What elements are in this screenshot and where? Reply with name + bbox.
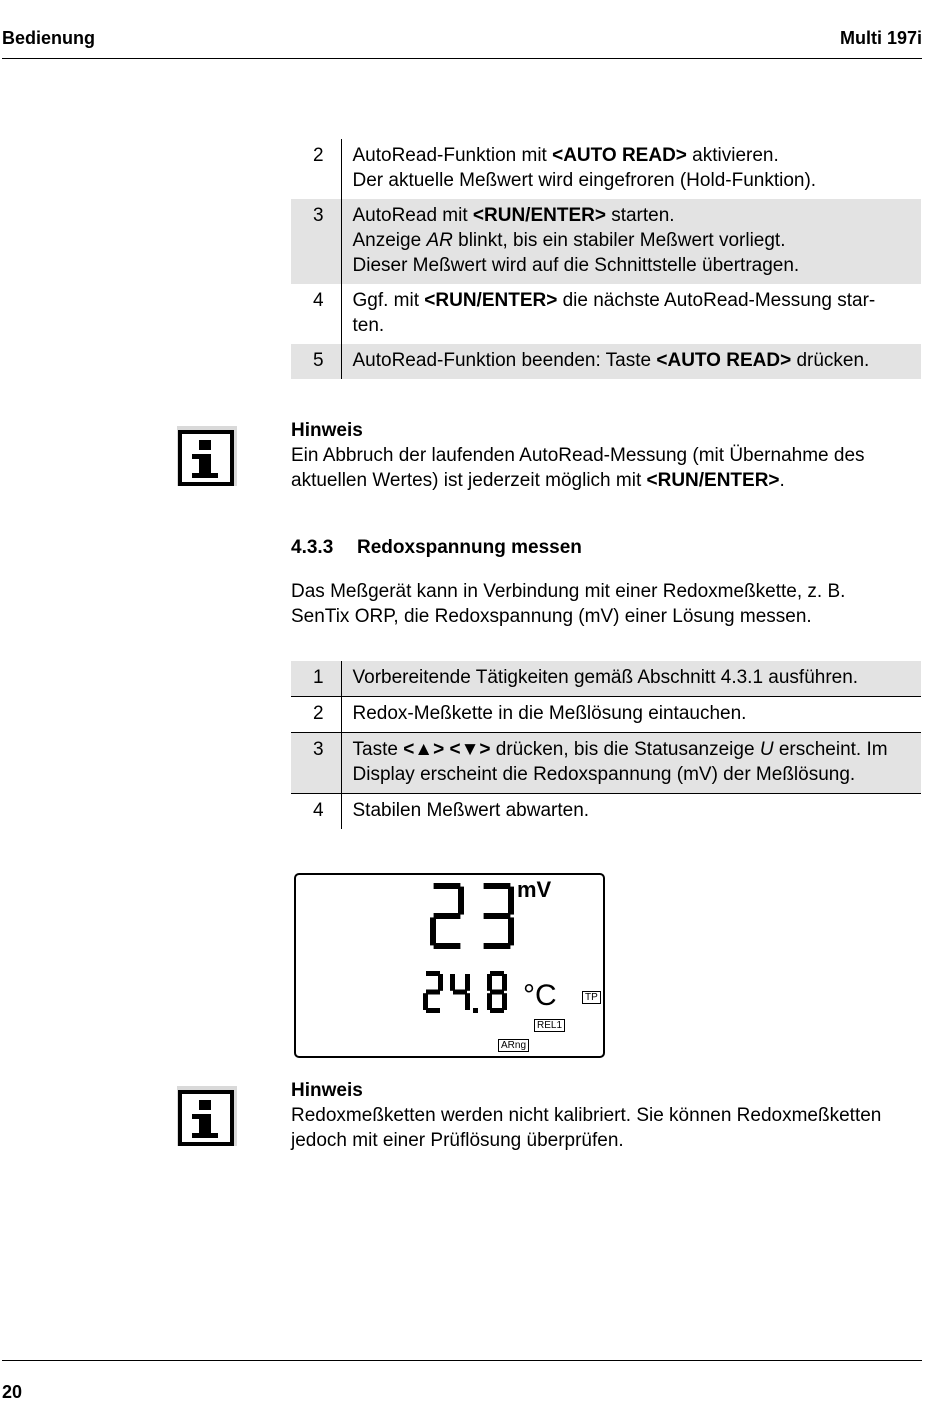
lcd-display <box>294 873 605 1058</box>
step-row <box>291 697 921 733</box>
main-unit: mV <box>517 877 552 902</box>
text-run: AutoRead mit <box>352 205 473 226</box>
step-number: 1 <box>291 661 341 697</box>
rel1-indicator: REL1 <box>534 1019 565 1032</box>
text-run: Der aktuelle Meßwert wird eingefroren (Hold-Funktion). <box>352 170 817 191</box>
step-row <box>291 139 921 199</box>
arng-indicator: ARng <box>498 1039 529 1052</box>
step-row <box>291 794 921 830</box>
text-run: blinkt, bis ein stabiler Meßwert vorliegt. <box>452 230 786 251</box>
tp-indicator: TP <box>582 991 601 1004</box>
text-run: Stabilen Meßwert abwarten. <box>352 800 590 821</box>
step-row <box>291 661 921 697</box>
text-run: Taste <box>352 739 404 760</box>
text-run: ten. <box>352 315 385 336</box>
intro-line: SenTix ORP, die Redoxspannung (mV) einer Lösung messen. <box>291 606 812 627</box>
text-run: drücken. <box>791 350 870 371</box>
text-run: AutoRead-Funktion beenden: Taste <box>352 350 657 371</box>
note-abbruch <box>291 418 921 493</box>
text-line <box>291 443 921 468</box>
text-line <box>291 468 921 493</box>
step-row <box>291 199 921 284</box>
step-number: 5 <box>291 344 341 379</box>
header-rule <box>2 58 922 59</box>
step-number: 4 <box>291 284 341 344</box>
text-line <box>291 1128 921 1153</box>
main-value-digit <box>430 883 464 949</box>
intro-line: Das Meßgerät kann in Verbindung mit einer Redoxmeßkette, z. B. <box>291 581 846 602</box>
text-run: aktivieren. <box>686 145 779 166</box>
temp-value-digit <box>487 971 507 1013</box>
display-indicator: U <box>759 739 774 760</box>
key-label: <AUTO READ> <box>552 145 687 166</box>
text-line <box>353 762 916 787</box>
page-number: 20 <box>2 1382 23 1402</box>
steps-table-redox <box>291 661 921 829</box>
key-label: <AUTO READ> <box>656 350 792 371</box>
text-line <box>353 203 916 228</box>
text-run: AutoRead-Funktion mit <box>352 145 553 166</box>
text-line <box>353 228 916 253</box>
step-text <box>341 284 921 344</box>
step-text <box>341 199 921 284</box>
step-number: 3 <box>291 199 341 284</box>
key-label: <RUN/ENTER> <box>472 205 606 226</box>
text-line <box>291 1103 921 1128</box>
step-number: 3 <box>291 733 341 794</box>
text-run: Vorbereitende Tätigkeiten gemäß Abschnitt 4.3.1 ausführen. <box>352 667 859 688</box>
section-title: Redoxspannung messen <box>357 537 582 558</box>
text-run: Display erscheint die Redoxspannung (mV) der Meßlösung. <box>352 764 856 785</box>
info-icon <box>177 1086 237 1146</box>
running-header-section: Bedienung <box>2 28 95 48</box>
info-icon <box>177 426 237 486</box>
step-text <box>341 661 921 697</box>
temp-value-digit <box>423 971 443 1013</box>
footer-rule <box>2 1360 922 1361</box>
running-header-product: Multi 197i <box>839 28 922 48</box>
step-text <box>341 794 921 830</box>
text-run: Ggf. mit <box>352 290 425 311</box>
note-kalibrierung <box>291 1078 921 1153</box>
text-line <box>353 348 916 373</box>
text-run: Anzeige <box>352 230 427 251</box>
text-run: aktuellen Wertes) ist jederzeit möglich mit <box>291 470 647 491</box>
note-title: Hinweis <box>291 420 363 441</box>
text-line <box>353 798 916 823</box>
step-row <box>291 344 921 379</box>
temp-unit: °C <box>523 979 557 1012</box>
text-run: Ein Abbruch der laufenden AutoRead-Messung (mit Übernahme des <box>291 445 865 466</box>
text-line <box>353 168 916 193</box>
text-line <box>353 665 916 690</box>
display-indicator: AR <box>426 230 453 251</box>
temp-value-digit <box>450 974 470 1010</box>
text-run: erscheint. Im <box>773 739 888 760</box>
note-title: Hinweis <box>291 1080 363 1101</box>
step-number: 2 <box>291 139 341 199</box>
text-run: jedoch mit einer Prüflösung überprüfen. <box>291 1130 624 1151</box>
step-number: 2 <box>291 697 341 733</box>
text-line <box>353 701 916 726</box>
decimal-point <box>473 1008 478 1013</box>
step-row <box>291 284 921 344</box>
key-label: <▲> <▼> <box>403 739 491 760</box>
step-number: 4 <box>291 794 341 830</box>
text-run: die nächste AutoRead-Messung star- <box>557 290 876 311</box>
text-run: drücken, bis die Statusanzeige <box>490 739 760 760</box>
text-run: Redox-Meßkette in die Meßlösung eintauchen. <box>352 703 747 724</box>
text-line <box>353 143 916 168</box>
key-label: <RUN/ENTER> <box>646 470 780 491</box>
main-value-digit <box>484 883 514 949</box>
text-run: starten. <box>605 205 675 226</box>
text-run: . <box>779 470 785 491</box>
section-heading <box>291 537 582 559</box>
text-line <box>353 288 916 313</box>
text-line <box>353 737 916 762</box>
intro-paragraph <box>291 579 921 629</box>
key-label: <RUN/ENTER> <box>424 290 558 311</box>
text-run: Redoxmeßketten werden nicht kalibriert. Sie können Redoxmeßketten <box>291 1105 882 1126</box>
text-line <box>353 313 916 338</box>
step-text <box>341 697 921 733</box>
step-text <box>341 344 921 379</box>
text-line <box>353 253 916 278</box>
step-text <box>341 139 921 199</box>
step-row <box>291 733 921 794</box>
steps-table-autoread <box>291 139 921 379</box>
step-text <box>341 733 921 794</box>
text-run: Dieser Meßwert wird auf die Schnittstelle übertragen. <box>352 255 800 276</box>
section-number: 4.3.3 <box>291 537 334 558</box>
